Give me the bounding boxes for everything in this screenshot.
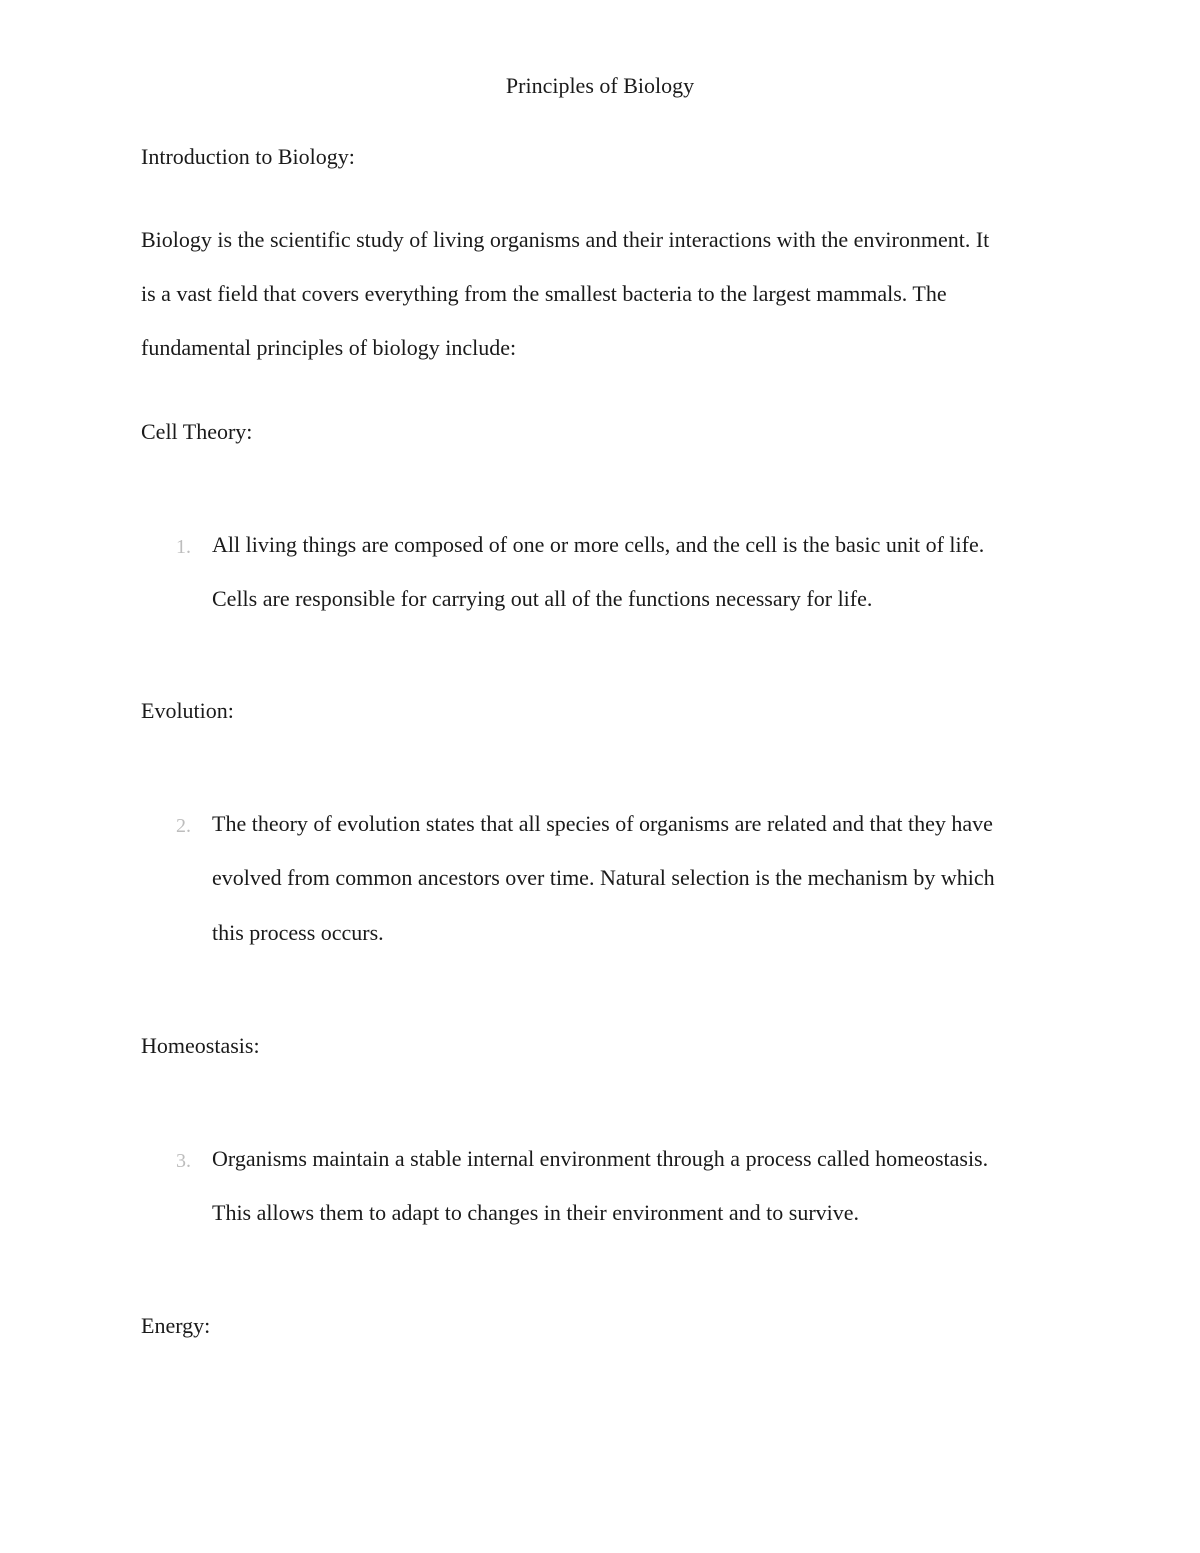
list-number-1: 1. — [176, 536, 191, 558]
intro-heading: Introduction to Biology: — [141, 144, 355, 169]
evolution-line-1: The theory of evolution states that all species of organisms are related and that they have — [212, 811, 993, 836]
homeostasis-line-2: This allows them to adapt to changes in their environment and to survive. — [212, 1200, 860, 1225]
evolution-line-3: this process occurs. — [212, 920, 384, 945]
cell-theory-line-1: All living things are composed of one or more cells, and the cell is the basic unit of life. — [212, 532, 985, 557]
list-number-3: 3. — [176, 1150, 191, 1172]
evolution-line-2: evolved from common ancestors over time. Natural selection is the mechanism by which — [212, 865, 995, 890]
homeostasis-line-1: Organisms maintain a stable internal environment through a process called homeostasis. — [212, 1146, 989, 1171]
intro-line-3: fundamental principles of biology include: — [141, 335, 517, 360]
section-heading-evolution: Evolution: — [141, 698, 234, 723]
section-heading-energy: Energy: — [141, 1313, 211, 1338]
section-heading-homeostasis: Homeostasis: — [141, 1033, 260, 1058]
section-heading-cell-theory: Cell Theory: — [141, 419, 253, 444]
intro-line-1: Biology is the scientific study of living organisms and their interactions with the environment. It — [141, 227, 990, 252]
document-title: Principles of Biology — [505, 73, 695, 98]
list-number-2: 2. — [176, 815, 191, 837]
intro-line-2: is a vast field that covers everything from the smallest bacteria to the largest mammals. The — [141, 281, 947, 306]
cell-theory-line-2: Cells are responsible for carrying out all of the functions necessary for life. — [212, 586, 873, 611]
